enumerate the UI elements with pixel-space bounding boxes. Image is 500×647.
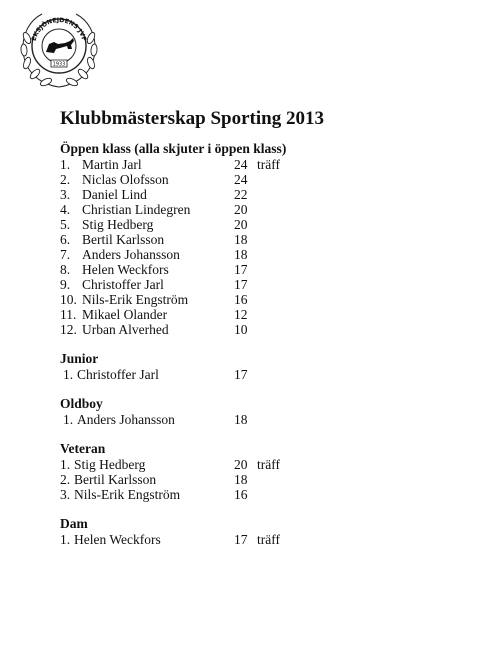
shooter-name: Niclas Olofsson bbox=[82, 172, 169, 187]
shooter-name: Bertil Karlsson bbox=[74, 472, 157, 487]
document-title: Klubbmästerskap Sporting 2013 bbox=[60, 108, 324, 129]
section-heading: Öppen klass (alla skjuter i öppen klass) bbox=[60, 141, 287, 156]
result-row bbox=[60, 457, 480, 472]
result-row bbox=[60, 262, 480, 277]
score-unit: träff bbox=[257, 157, 280, 172]
shooter-name: Helen Weckfors bbox=[74, 532, 161, 547]
shooter-name: Christian Lindegren bbox=[82, 202, 191, 217]
result-score: 16 bbox=[234, 487, 248, 502]
logo-arc-text: EKSJÖNEJDENS JVF bbox=[30, 16, 88, 42]
result-score: 17 bbox=[234, 277, 248, 292]
result-score: 10 bbox=[234, 322, 248, 337]
score-unit: träff bbox=[257, 457, 280, 472]
result-rank: 4. bbox=[60, 202, 71, 217]
result-score: 17 bbox=[234, 367, 248, 382]
result-score: 18 bbox=[234, 232, 248, 247]
result-row bbox=[60, 472, 480, 487]
shooter-name: Nils-Erik Engström bbox=[74, 487, 181, 502]
shooter-name: Stig Hedberg bbox=[82, 217, 154, 232]
shooter-name: Martin Jarl bbox=[82, 157, 142, 172]
section-heading: Dam bbox=[60, 516, 88, 531]
results-section bbox=[60, 351, 480, 382]
result-score: 24 bbox=[234, 157, 248, 172]
result-rank: 1. bbox=[63, 412, 74, 427]
result-score: 20 bbox=[234, 217, 248, 232]
section-heading: Junior bbox=[60, 351, 99, 366]
results-section bbox=[60, 141, 480, 337]
result-score: 20 bbox=[234, 457, 248, 472]
shooter-name: Bertil Karlsson bbox=[82, 232, 165, 247]
result-row bbox=[60, 292, 480, 307]
logo-year: 1933 bbox=[52, 61, 66, 68]
result-rank: 2. bbox=[60, 172, 71, 187]
result-score: 16 bbox=[234, 292, 248, 307]
result-row bbox=[60, 532, 480, 547]
shooter-name: Helen Weckfors bbox=[82, 262, 169, 277]
results-section bbox=[60, 441, 480, 502]
section-heading: Oldboy bbox=[60, 396, 103, 411]
result-row bbox=[60, 322, 480, 337]
results-list bbox=[60, 141, 480, 547]
shooter-name: Christoffer Jarl bbox=[77, 367, 159, 382]
result-score: 22 bbox=[234, 187, 248, 202]
result-rank: 1. bbox=[60, 157, 71, 172]
result-score: 18 bbox=[234, 412, 248, 427]
result-rank: 6. bbox=[60, 232, 71, 247]
result-row bbox=[60, 277, 480, 292]
result-row bbox=[60, 307, 480, 322]
shooter-name: Urban Alverhed bbox=[82, 322, 169, 337]
result-score: 18 bbox=[234, 247, 248, 262]
result-score: 20 bbox=[234, 202, 248, 217]
shooter-name: Anders Johansson bbox=[82, 247, 180, 262]
result-rank: 9. bbox=[60, 277, 71, 292]
shooter-name: Anders Johansson bbox=[77, 412, 175, 427]
results-section bbox=[60, 516, 480, 547]
result-row bbox=[60, 367, 480, 382]
shooter-name: Mikael Olander bbox=[82, 307, 168, 322]
result-rank: 1. bbox=[60, 532, 71, 547]
result-score: 18 bbox=[234, 472, 248, 487]
result-rank: 2. bbox=[60, 472, 71, 487]
result-rank: 3. bbox=[60, 487, 71, 502]
result-row bbox=[60, 247, 480, 262]
result-row bbox=[60, 487, 480, 502]
result-score: 17 bbox=[234, 262, 248, 277]
result-rank: 5. bbox=[60, 217, 71, 232]
result-row bbox=[60, 232, 480, 247]
result-rank: 3. bbox=[60, 187, 71, 202]
result-row bbox=[60, 217, 480, 232]
result-row bbox=[60, 412, 480, 427]
result-rank: 10. bbox=[60, 292, 77, 307]
result-rank: 8. bbox=[60, 262, 71, 277]
shooter-name: Stig Hedberg bbox=[74, 457, 146, 472]
result-rank: 1. bbox=[63, 367, 74, 382]
result-score: 17 bbox=[234, 532, 248, 547]
results-section bbox=[60, 396, 480, 427]
result-row bbox=[60, 187, 480, 202]
result-row bbox=[60, 202, 480, 217]
result-rank: 7. bbox=[60, 247, 71, 262]
section-heading: Veteran bbox=[60, 441, 106, 456]
shooter-name: Nils-Erik Engström bbox=[82, 292, 189, 307]
result-score: 12 bbox=[234, 307, 248, 322]
result-row bbox=[60, 172, 480, 187]
result-score: 24 bbox=[234, 172, 248, 187]
result-rank: 1. bbox=[60, 457, 71, 472]
shooter-name: Daniel Lind bbox=[82, 187, 147, 202]
club-logo bbox=[18, 8, 100, 90]
result-rank: 12. bbox=[60, 322, 77, 337]
score-unit: träff bbox=[257, 532, 280, 547]
shooter-name: Christoffer Jarl bbox=[82, 277, 164, 292]
result-row bbox=[60, 157, 480, 172]
result-rank: 11. bbox=[60, 307, 77, 322]
